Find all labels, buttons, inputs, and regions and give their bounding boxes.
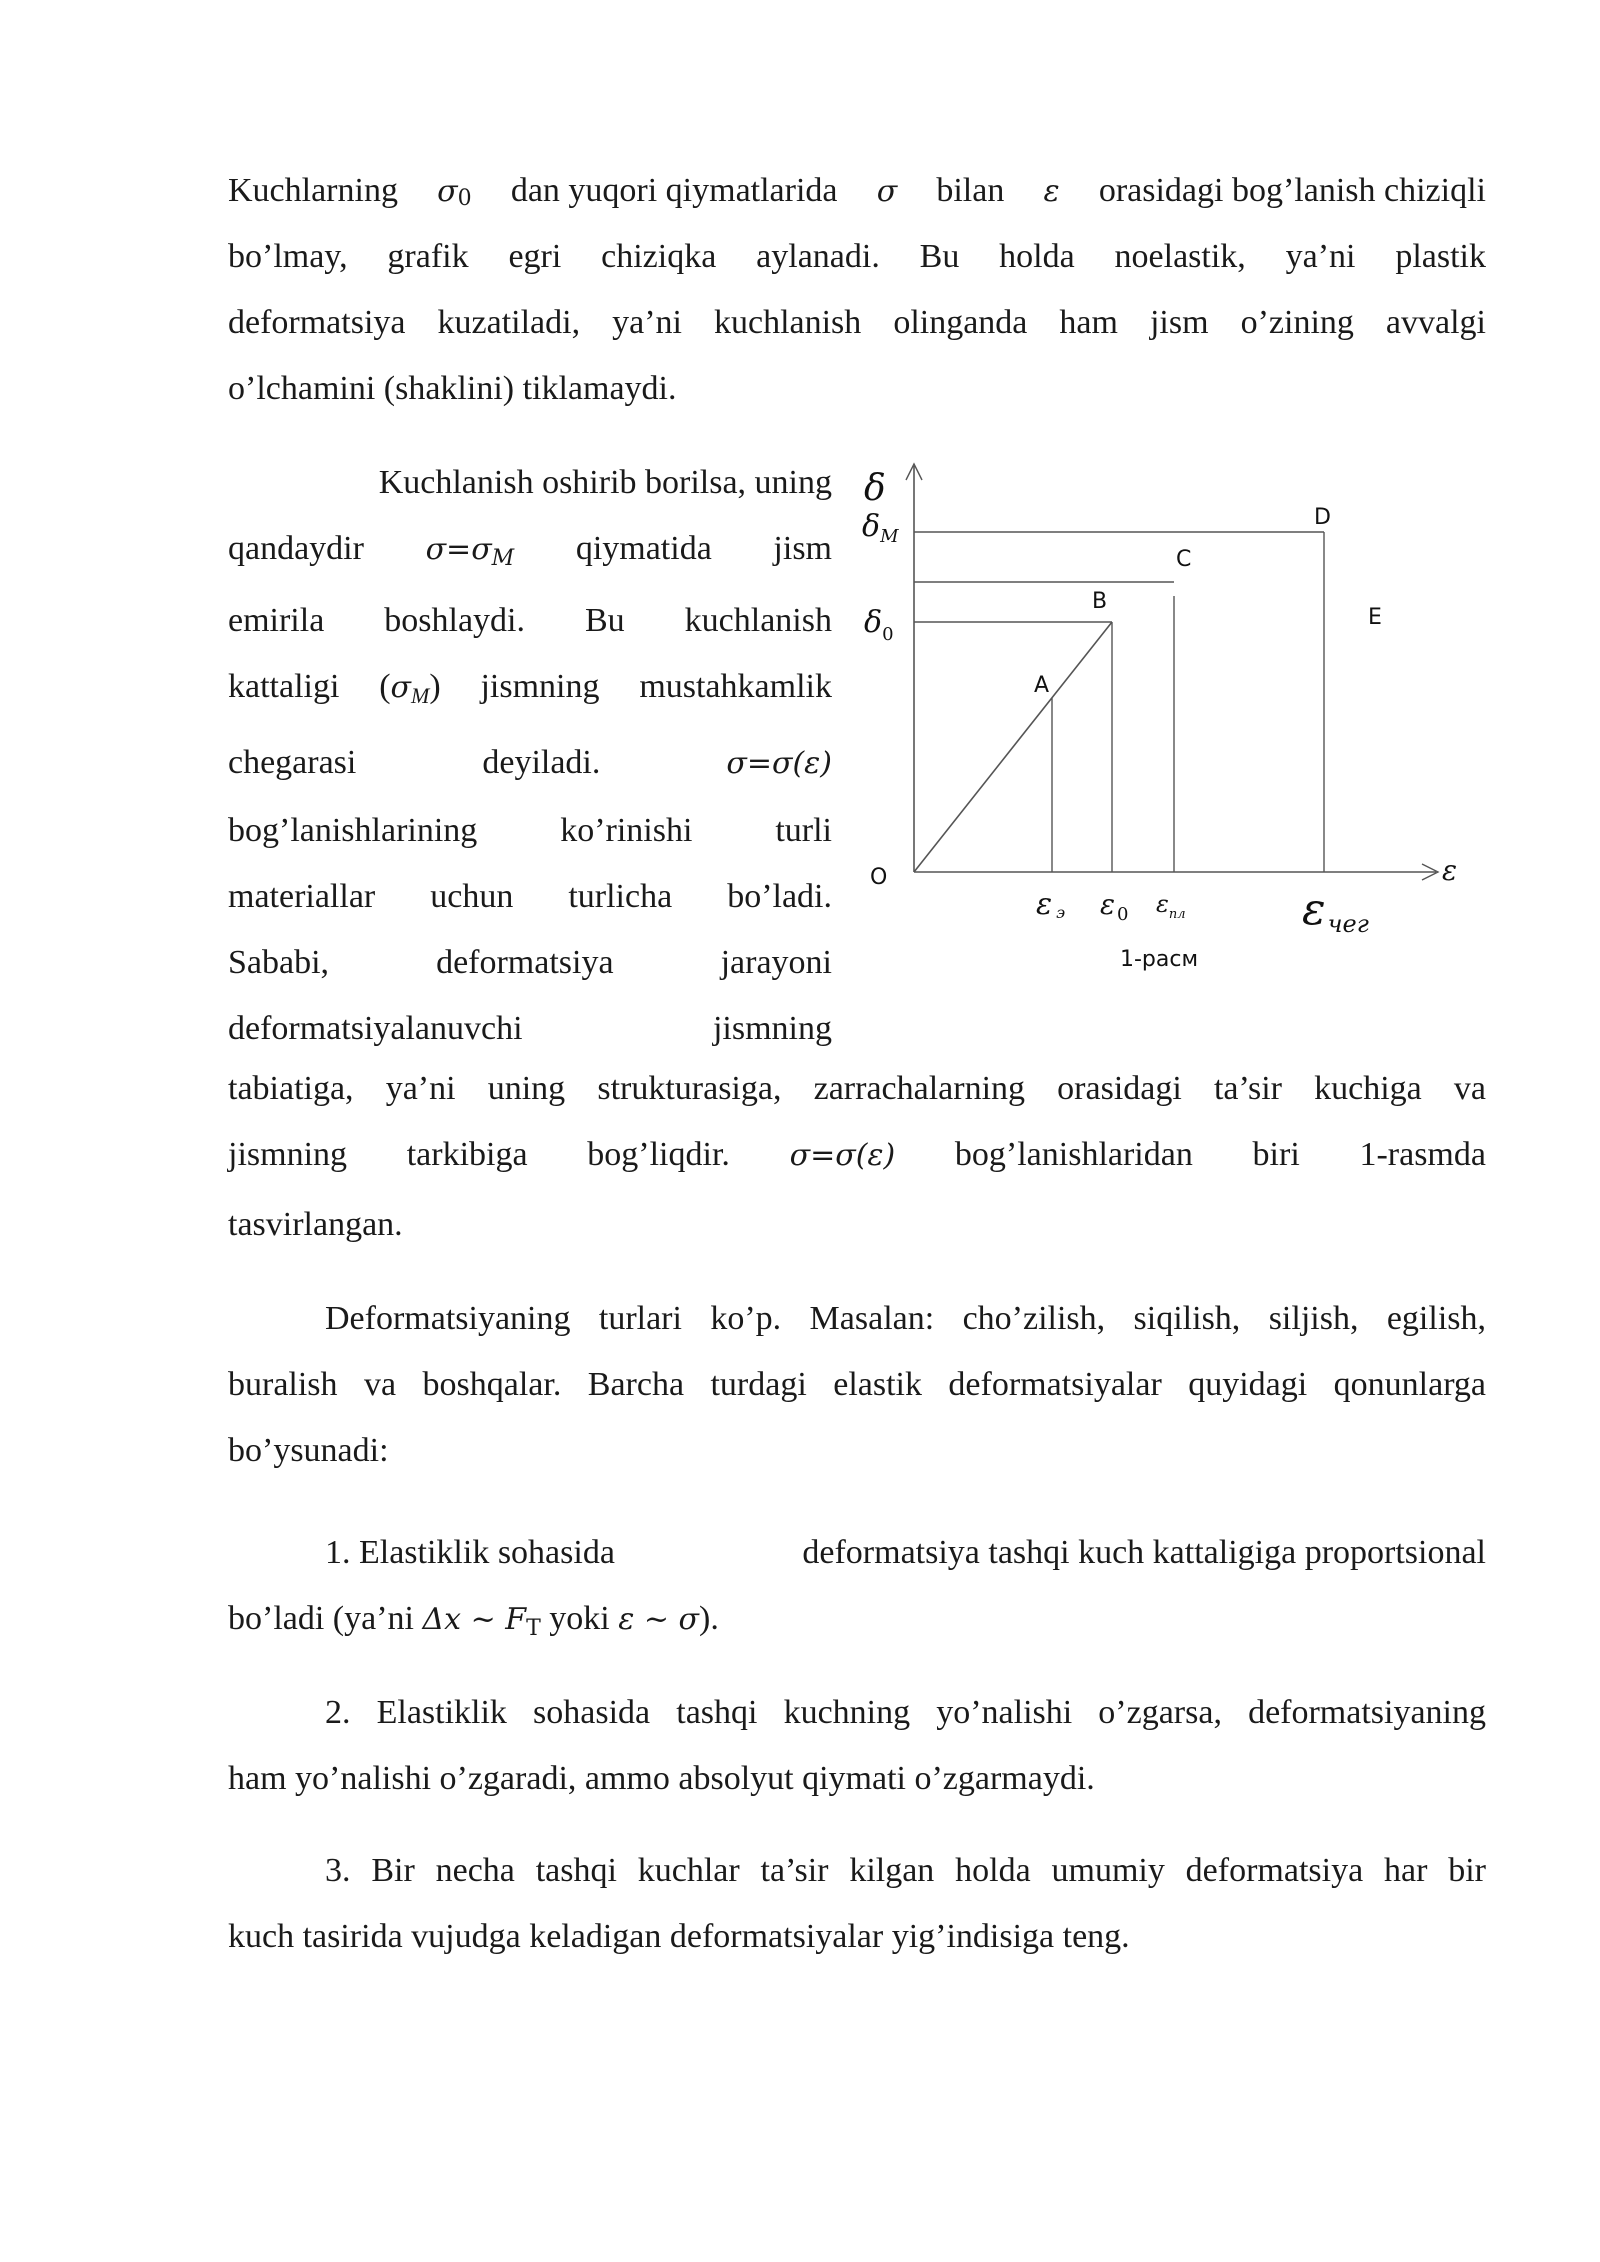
paragraph-2-line-9: deformatsiyalanuvchi jismning (228, 1010, 832, 1047)
list-item-2 (228, 1680, 1486, 1812)
elastic-line (914, 622, 1112, 872)
list-item-3 (228, 1838, 1486, 1970)
paragraph-2-line-10: tabiatiga, ya’ni uning strukturasiga, zarrachalarning orasidagi ta’sir kuchiga va (228, 1070, 1486, 1107)
paragraph-1 (228, 158, 1486, 422)
paragraph-2-line-5: chegarasi deyiladi. σ=σ(ε) (228, 744, 832, 781)
stress-strain-figure (856, 452, 1476, 1012)
paragraph-2-line-8: Sababi, deformatsiya jarayoni (228, 944, 832, 981)
point-C-label: C (1176, 547, 1192, 572)
point-D-label: D (1314, 505, 1331, 530)
paragraph-3 (228, 1286, 1486, 1484)
list-item-2-line-2: ham yo’nalishi o’zgaradi, ammo absolyut qiymati o’zgarmaydi. (228, 1760, 1095, 1797)
list-item-1-line-2: bo’ladi (ya’ni Δx ~ $F_T$ yoki ε ~ σ). (228, 1600, 719, 1641)
paragraph-3-line-3: bo’ysunadi: (228, 1432, 389, 1469)
paragraph-2-column (228, 450, 832, 1062)
paragraph-1-line-1: Kuchlarning σ0 dan yuqori qiymatlarida σ bilan ε orasidagi bog’lanish chiziqli (228, 172, 1486, 211)
paragraph-1-line-4: o’lchamini (shaklini) tiklamaydi. (228, 370, 677, 407)
list-item-3-line-2: kuch tasirida vujudga keladigan deformatsiyalar yig’indisiga teng. (228, 1918, 1130, 1955)
paragraph-2-line-2: qandaydir $\sigma=\sigma_M$ qiymatida jism (228, 530, 832, 571)
eps-0-label: ε $_0$ (1100, 888, 1129, 925)
eps-e-label: εэ (1036, 887, 1066, 922)
eps-pl-label: $\varepsilon_{пл}$ (1156, 890, 1186, 922)
paragraph-2-line-1: Kuchlanish oshirib borilsa, uning (378, 464, 832, 501)
point-A-label: A (1034, 673, 1050, 698)
list-item-1 (228, 1520, 1486, 1652)
delta-M-label: $\delta_M$ (862, 509, 899, 547)
paragraph-2-line-11: jismning tarkibiga bog’liqdir. σ=σ(ε) bog’lanishlaridan biri 1-rasmda (228, 1136, 1486, 1173)
delta-0-label: $\delta_0$ (864, 605, 894, 645)
paragraph-2-continuation (228, 1056, 1486, 1258)
paragraph-3-line-1: Deformatsiyaning turlari ko’p. Masalan: cho’zilish, siqilish, siljish, egilish, (325, 1300, 1486, 1337)
origin-label: O (870, 865, 888, 890)
paragraph-1-line-2: bo’lmay, grafik egri chiziqka aylanadi. Bu holda noelastik, ya’ni plastik (228, 238, 1486, 275)
x-axis-label: ε (1442, 854, 1458, 887)
point-E-label: E (1368, 605, 1382, 630)
paragraph-1-line-3: deformatsiya kuzatiladi, ya’ni kuchlanish olinganda ham jism o’zining avvalgi (228, 304, 1486, 341)
eps-cheg-label: εчег (1302, 884, 1369, 938)
stress-strain-diagram (856, 452, 1476, 1012)
paragraph-2-line-3: emirila boshlaydi. Bu kuchlanish (228, 602, 832, 639)
list-item-2-line-1: 2. Elastiklik sohasida tashqi kuchning yo’nalishi o’zgarsa, deformatsiyaning (325, 1694, 1486, 1731)
paragraph-2-line-7: materiallar uchun turlicha bo’ladi. (228, 878, 832, 915)
paragraph-3-line-2: buralish va boshqalar. Barcha turdagi elastik deformatsiyalar quyidagi qonunlarga (228, 1366, 1486, 1403)
point-B-label: B (1092, 589, 1108, 614)
list-item-3-line-1: 3. Bir necha tashqi kuchlar ta’sir kilgan holda umumiy deformatsiya har bir (325, 1852, 1486, 1889)
paragraph-2-line-6: bog’lanishlarining ko’rinishi turli (228, 812, 832, 849)
paragraph-2-line-4: kattaligi $(\sigma_M)$ jismning mustahkamlik (228, 668, 832, 708)
list-item-1-line-1: 1. Elastiklik sohasida deformatsiya tashqi kuch kattaligiga proportsional (325, 1534, 1486, 1571)
figure-caption: 1-расм (1120, 947, 1199, 972)
y-axis-label: δ (864, 468, 886, 509)
paragraph-2-line-12: tasvirlangan. (228, 1206, 403, 1243)
